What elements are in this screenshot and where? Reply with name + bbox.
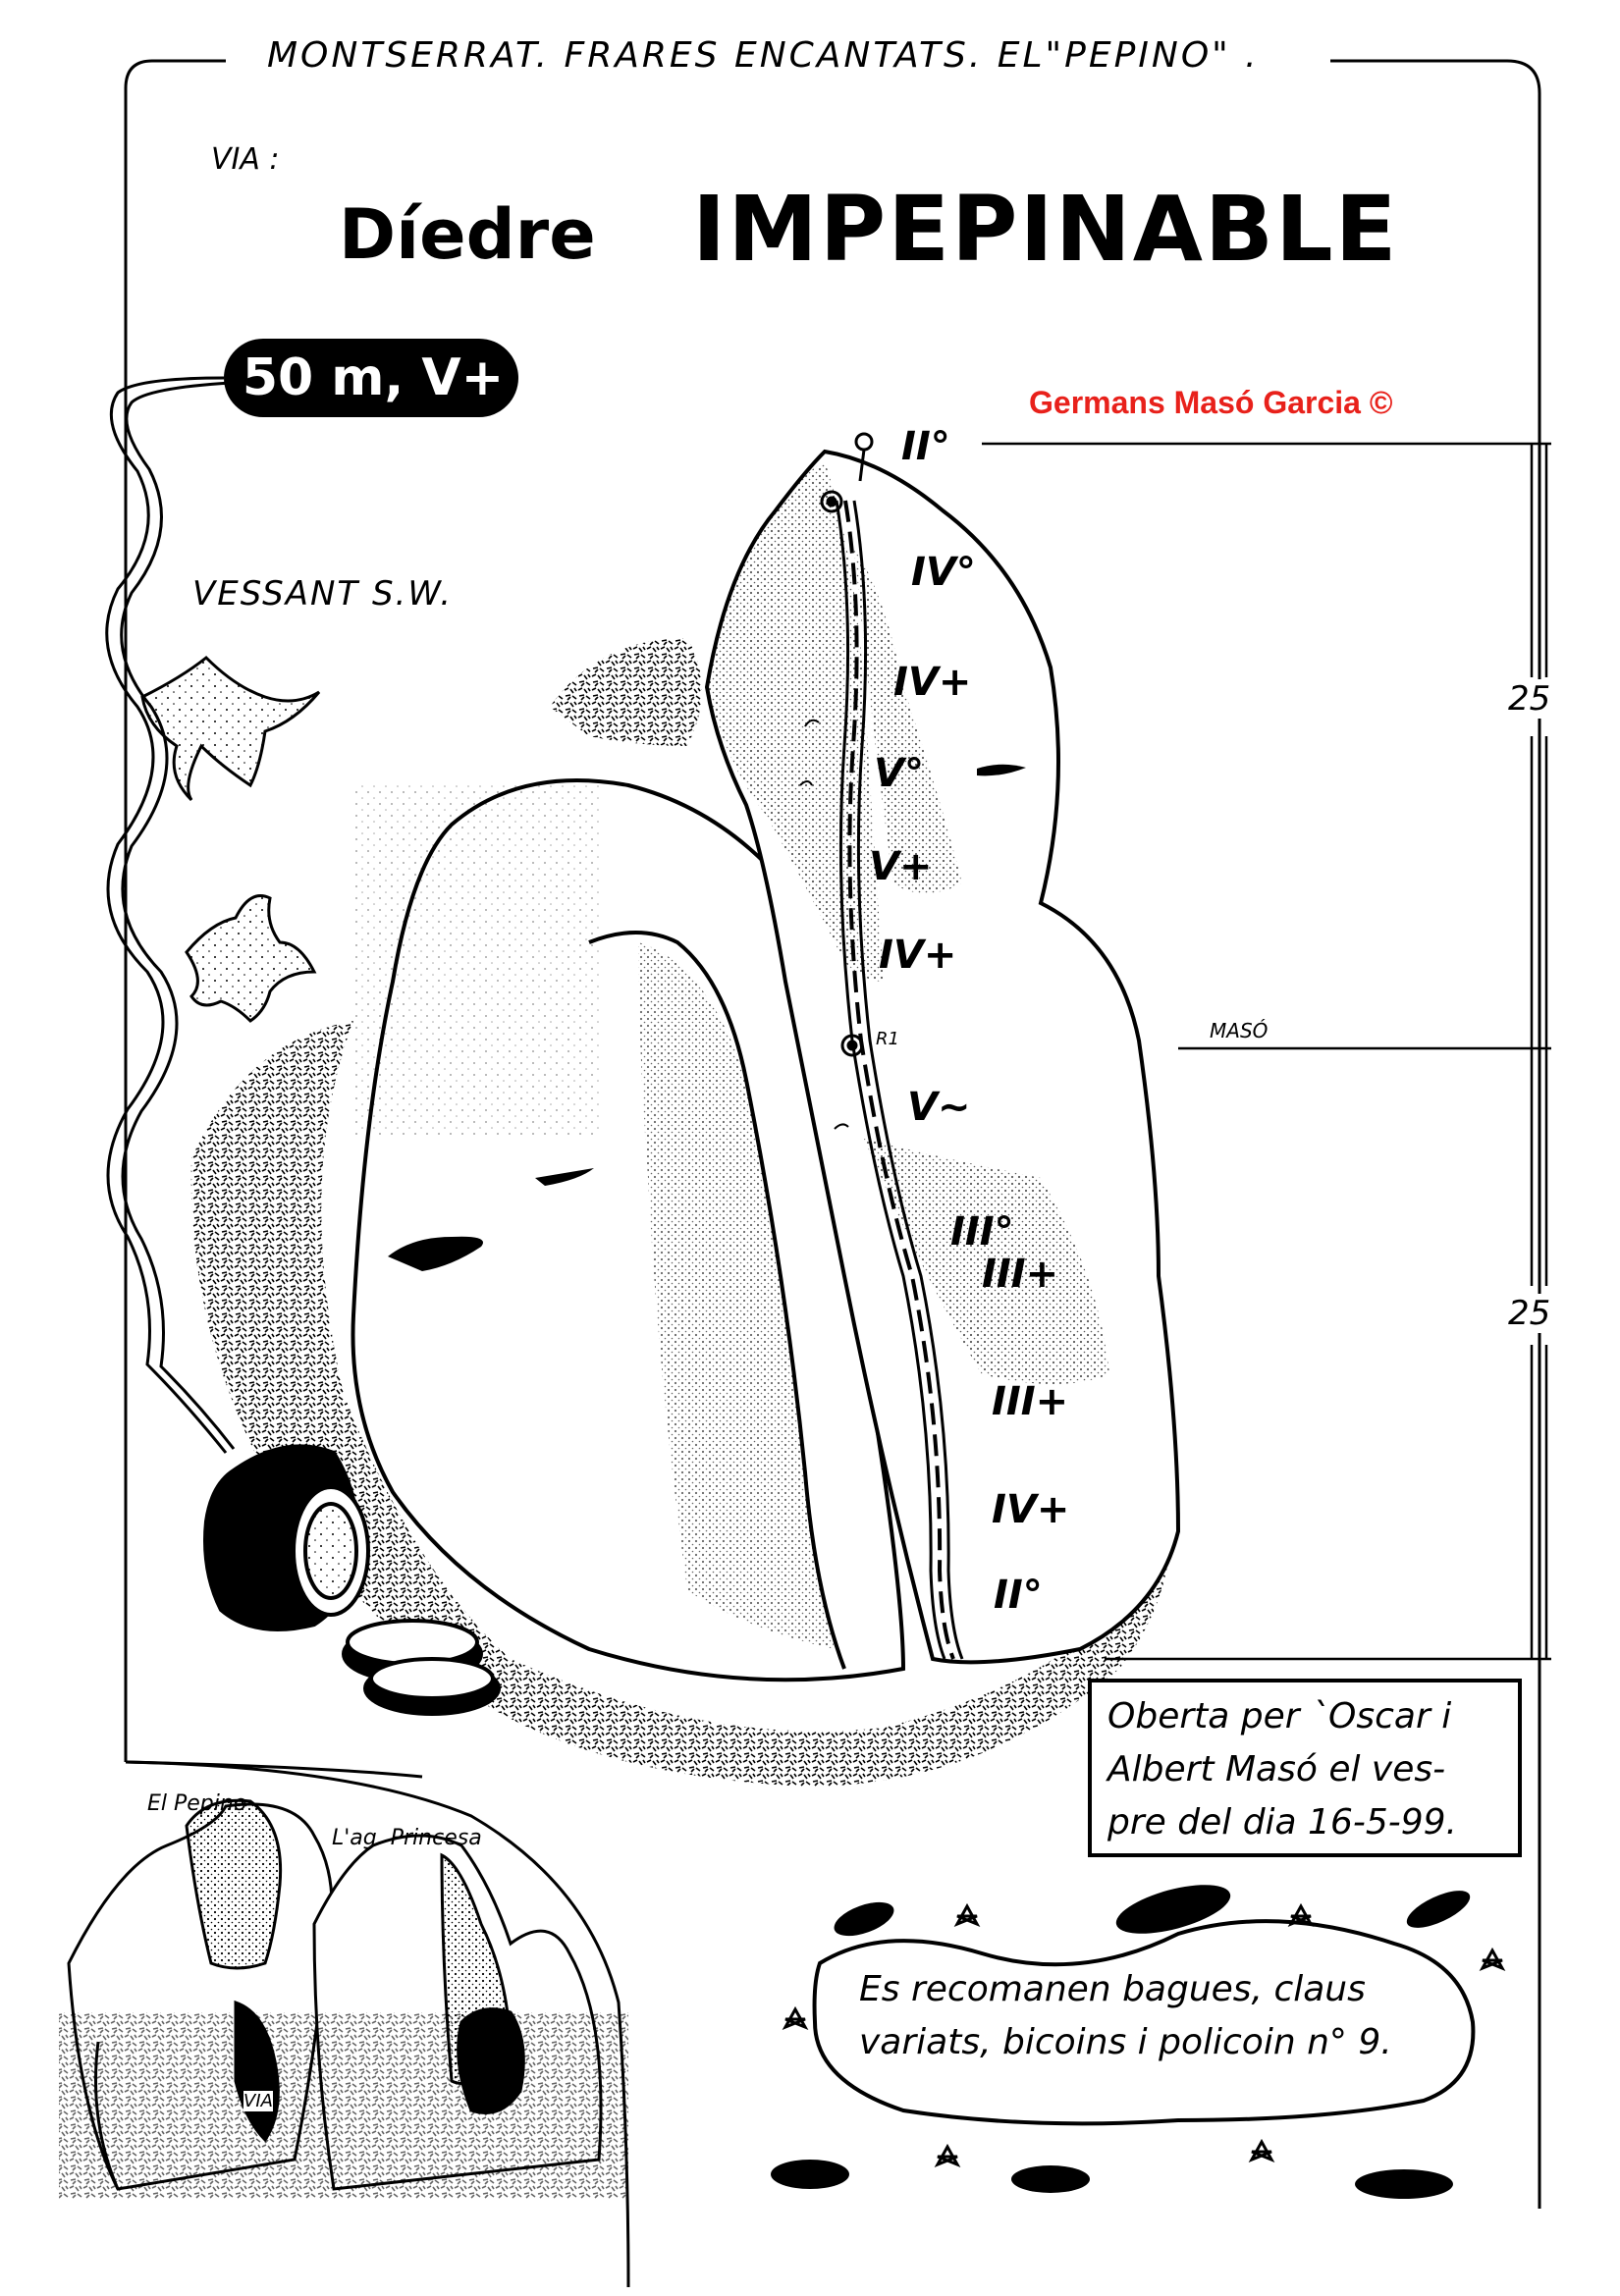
belay-label: R1 (876, 1029, 899, 1049)
leaf-upper (142, 658, 319, 800)
opened-note-line: pre del dia 16-5-99. (1107, 1802, 1457, 1842)
gear-note (859, 1963, 1392, 2069)
leaf-lower (187, 896, 314, 1022)
grade-pitch: III+ (982, 1252, 1059, 1297)
scale-lower: 25 (1508, 1294, 1551, 1333)
author-mark: MASÓ (1210, 1019, 1269, 1042)
route-name-part1: Díedre (339, 194, 596, 275)
grade-pitch: IV+ (992, 1487, 1070, 1532)
face-label: VESSANT S.W. (192, 574, 454, 614)
gear-note-line: Es recomanen bagues, claus (859, 1969, 1366, 2009)
locator-pepino-label: El Pepino (147, 1791, 247, 1816)
grade-pitch: III+ (992, 1379, 1069, 1424)
locator-via-label: VIA (243, 2091, 273, 2111)
route-name-part2: IMPEPINABLE (692, 177, 1399, 282)
length-grade-badge-text: 50 m, V+ (242, 348, 505, 407)
via-label: VIA : (211, 142, 280, 177)
grade-pitch: III° (950, 1209, 1014, 1255)
grade-pitch: V~ (907, 1085, 971, 1130)
copyright-text: Germans Masó Garcia © (1029, 385, 1393, 420)
grade-pitch: V° (874, 751, 924, 796)
grade-pitch-top: II° (901, 424, 950, 469)
opened-note (1107, 1690, 1457, 1849)
opened-note-line: Albert Masó el ves- (1107, 1749, 1446, 1789)
header-title: MONTSERRAT. FRARES ENCANTATS. EL"PEPINO" . (257, 35, 1269, 76)
locator-princesa-label: L'ag. Princesa (332, 1826, 482, 1850)
grade-pitch: V+ (869, 844, 933, 889)
opened-note-line: Oberta per `Oscar i (1107, 1696, 1452, 1736)
grade-pitch: IV+ (893, 660, 972, 705)
grade-pitch: IV° (911, 550, 976, 595)
gear-note-line: variats, bicoins i policoin n° 9. (859, 2022, 1392, 2062)
scale-upper: 25 (1508, 679, 1551, 719)
grade-pitch: IV+ (879, 933, 957, 978)
grade-pitch-bottom: II° (994, 1573, 1043, 1618)
